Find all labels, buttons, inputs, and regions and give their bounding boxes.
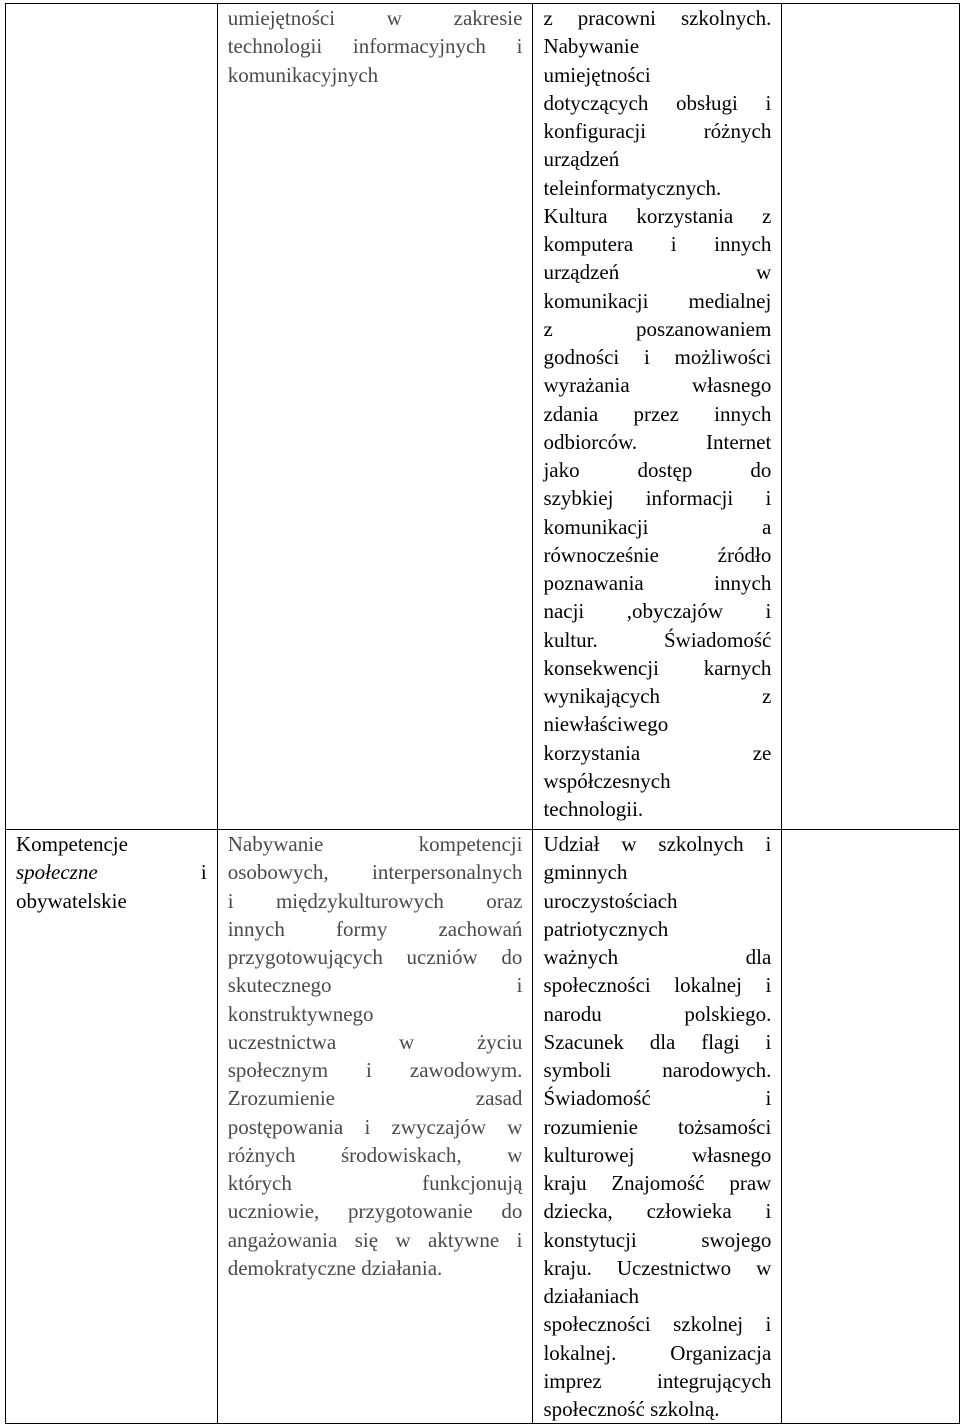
text-line: równocześnie źródło: [543, 542, 772, 567]
text-line: z poszanowaniem: [543, 316, 772, 341]
text-line: odbiorców. Internet: [543, 429, 772, 454]
text-line: lokalnej. Organizacja: [543, 1340, 772, 1365]
text-line: obywatelskie: [16, 888, 127, 913]
empty-cell: [782, 830, 960, 1424]
text-line: technologii.: [543, 797, 644, 821]
text-line: dotyczących obsługi i: [543, 90, 772, 115]
text-line: komunikacji a: [543, 514, 772, 539]
text-line: których funkcjonują: [227, 1171, 523, 1195]
text-line: kulturowej własnego: [543, 1142, 772, 1167]
text-line: Kompetencje: [16, 832, 128, 856]
text-line: technologii informacyjnych i: [227, 34, 523, 59]
text-line: urządzeń w: [543, 260, 772, 285]
text-line: urządzeń: [543, 147, 620, 172]
text-line: symboli narodowych.: [543, 1058, 772, 1082]
text-line: innych formy zachowań: [227, 916, 523, 941]
category-word: społeczne: [16, 860, 98, 885]
text-line: komputera i innych: [543, 232, 772, 256]
category-word: i: [200, 860, 207, 885]
text-line: wyrażania własnego: [543, 373, 772, 398]
text-line: społeczność szkolną.: [543, 1397, 720, 1421]
description-cell: [217, 4, 533, 830]
text-line: umiejętności: [543, 62, 651, 87]
text-line: konstytucji swojego: [543, 1227, 772, 1252]
text-line: godności i możliwości: [543, 345, 772, 369]
text-line: poznawania innych: [543, 571, 772, 595]
text-line: i międzykulturowych oraz: [227, 888, 523, 913]
text-line: dziecka, człowieka i: [543, 1199, 772, 1224]
description-text: [228, 4, 523, 89]
text-line: z pracowni szkolnych.: [543, 6, 772, 30]
text-line: umiejętności w zakresie: [227, 6, 523, 30]
text-line: konsekwencji karnych: [543, 655, 772, 680]
text-line: komunikacyjnych: [227, 62, 379, 87]
text-line: patriotycznych: [543, 916, 669, 941]
text-line: uczniowie, przygotowanie do: [227, 1199, 523, 1224]
text-line: społecznym i zawodowym.: [227, 1058, 523, 1082]
text-line: gminnych: [543, 860, 628, 885]
text-line: kultur. Świadomość: [543, 627, 772, 652]
text-line: Kultura korzystania z: [543, 203, 772, 228]
table-row: [6, 830, 960, 1424]
text-line: konfiguracji różnych: [543, 119, 772, 143]
text-line: wynikających z: [543, 684, 772, 708]
text-line: angażowania się w aktywne i: [227, 1227, 523, 1252]
text-line: niewłaściwego: [543, 712, 669, 737]
text-line: działaniach: [543, 1284, 640, 1308]
content-cell: [533, 4, 782, 830]
text-line: imprez integrujących: [543, 1368, 772, 1393]
category-cell: [6, 830, 218, 1424]
text-line: uroczystościach: [543, 888, 678, 913]
text-line: [16, 858, 207, 886]
text-line: osobowych, interpersonalnych: [227, 860, 523, 885]
text-line: społeczności szkolnej i: [543, 1312, 772, 1337]
content-text: [543, 830, 771, 1423]
text-line: przygotowujących uczniów do: [227, 945, 523, 969]
text-line: Nabywanie kompetencji: [227, 832, 523, 856]
text-line: skutecznego i: [227, 973, 523, 998]
text-line: Nabywanie: [543, 34, 640, 59]
text-line: postępowania i zwyczajów w: [227, 1114, 523, 1139]
text-line: kraju Znajomość praw: [543, 1171, 772, 1195]
text-line: zdania przez innych: [543, 401, 772, 426]
competency-table: [5, 3, 960, 1424]
category-cell: [6, 4, 218, 830]
text-line: jako dostęp do: [543, 458, 772, 482]
content-text: [543, 4, 771, 823]
empty-cell: [782, 4, 960, 830]
content-cell: [533, 830, 782, 1424]
table-row: [6, 4, 960, 830]
text-line: różnych środowiskach, w: [227, 1142, 523, 1167]
text-line: demokratyczne działania.: [227, 1255, 443, 1280]
text-line: społeczności lokalnej i: [543, 973, 772, 998]
text-line: narodu polskiego.: [543, 1001, 772, 1026]
text-line: komunikacji medialnej: [543, 288, 772, 313]
text-line: teleinformatycznych.: [543, 175, 722, 200]
text-line: rozumienie tożsamości: [543, 1114, 772, 1139]
text-line: ważnych dla: [543, 945, 772, 969]
text-line: współczesnych: [543, 768, 671, 793]
text-line: kraju. Uczestnictwo w: [543, 1255, 772, 1280]
text-line: szybkiej informacji i: [543, 486, 772, 511]
text-line: konstruktywnego: [227, 1001, 374, 1026]
text-line: Zrozumienie zasad: [227, 1086, 523, 1111]
text-line: nacji ,obyczajów i: [543, 599, 772, 624]
description-text: [228, 830, 523, 1282]
text-line: Świadomość i: [543, 1086, 772, 1111]
category-text: [16, 830, 207, 915]
description-cell: [217, 830, 533, 1424]
text-line: uczestnictwa w życiu: [227, 1029, 523, 1054]
text-line: Udział w szkolnych i: [543, 832, 772, 856]
text-line: Szacunek dla flagi i: [543, 1029, 772, 1054]
text-line: korzystania ze: [543, 740, 772, 765]
